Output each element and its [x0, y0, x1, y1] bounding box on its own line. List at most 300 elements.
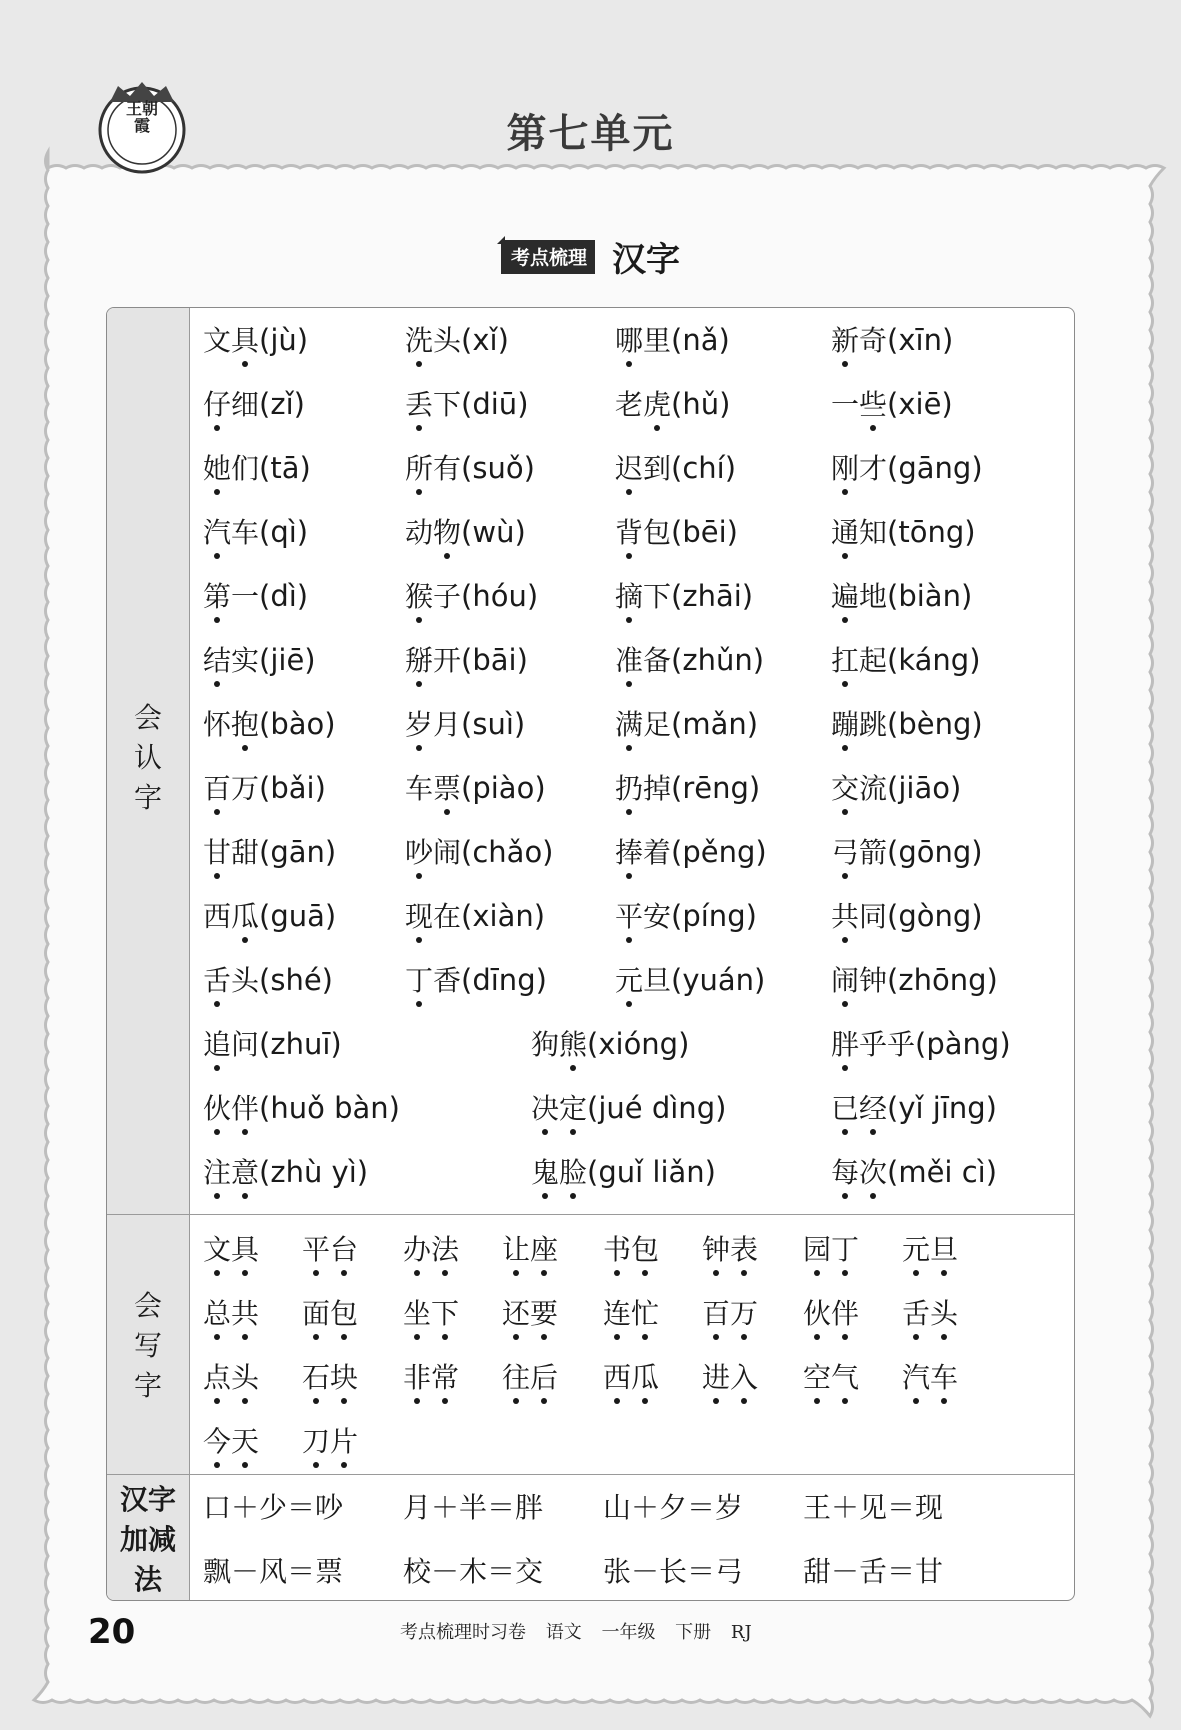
- write-word: [203, 1358, 259, 1398]
- word-char: 入: [730, 1358, 758, 1398]
- word-char: 香: [433, 964, 462, 997]
- word-char: 准: [615, 641, 643, 681]
- word-char: 跳: [859, 708, 888, 741]
- pinyin: (chí): [671, 451, 737, 485]
- word-char: 空: [803, 1358, 831, 1398]
- word-char: 追: [203, 1025, 231, 1065]
- word-char: 座: [530, 1230, 558, 1270]
- word-char: 共: [831, 897, 859, 937]
- word-char: 后: [530, 1358, 558, 1398]
- word-char: 问: [231, 1028, 260, 1061]
- word-char: 伴: [231, 1089, 259, 1129]
- write-word: [302, 1294, 358, 1334]
- pinyin: (suì): [461, 707, 526, 741]
- word-char: 文: [203, 324, 232, 357]
- word-char: 捧: [615, 833, 643, 873]
- word-char: 文: [203, 1230, 231, 1270]
- row-divider: [107, 1474, 1074, 1475]
- recognize-word: [405, 448, 535, 489]
- word-char: 总: [203, 1294, 231, 1334]
- recognize-word: [615, 576, 753, 617]
- word-char: 猴: [405, 577, 433, 617]
- unit-title: 第七单元: [506, 111, 675, 157]
- recognize-word: [615, 960, 765, 1001]
- add-sub-equation: 张－长＝弓: [603, 1555, 744, 1588]
- label-char: 认: [133, 741, 162, 774]
- recognize-word: [615, 640, 764, 681]
- word-char: 丁: [405, 961, 433, 1001]
- word-char: 背: [615, 513, 643, 553]
- label-char: 加减: [119, 1523, 176, 1556]
- add-sub-equation: 飘－风＝票: [203, 1555, 344, 1588]
- word-char: 瓜: [231, 897, 259, 937]
- pinyin: (guā): [259, 899, 337, 933]
- word-char: 万: [231, 772, 260, 805]
- pinyin: (měi cì): [887, 1155, 998, 1189]
- word-char: 定: [559, 1089, 587, 1129]
- pinyin: (xióng): [587, 1027, 690, 1061]
- word-char: 伙: [203, 1089, 231, 1129]
- word-char: 进: [702, 1358, 730, 1398]
- write-word: [803, 1230, 859, 1270]
- recognize-word: [405, 704, 525, 745]
- recognize-word: [831, 832, 983, 873]
- word-char: 石: [302, 1358, 330, 1398]
- word-char: 常: [431, 1358, 459, 1398]
- label-char: 字: [133, 1369, 162, 1402]
- word-char: 已: [831, 1089, 859, 1129]
- pinyin: (biàn): [887, 579, 973, 613]
- write-word: [302, 1422, 358, 1462]
- label-column: [107, 308, 190, 1600]
- pinyin: (pàng): [915, 1027, 1011, 1061]
- recognize-word: [831, 768, 961, 809]
- word-char: 们: [231, 452, 260, 485]
- add-sub-equation: 甜－舌＝甘: [803, 1555, 944, 1588]
- pinyin: (guǐ liǎn): [587, 1155, 716, 1189]
- word-char: 坐: [403, 1294, 431, 1334]
- word-char: 怀: [203, 708, 232, 741]
- word-char: 实: [231, 644, 260, 677]
- pinyin: (qì): [259, 515, 309, 549]
- label-char: 写: [133, 1329, 162, 1362]
- pinyin: (dì): [259, 579, 309, 613]
- pinyin: (zhuī): [259, 1027, 342, 1061]
- word-char: 奇: [859, 324, 888, 357]
- recognize-word: [203, 576, 308, 617]
- recognize-word: [615, 832, 767, 873]
- add-sub-equation: 校－木＝交: [403, 1555, 544, 1588]
- recognize-word: [615, 704, 758, 745]
- recognize-word: [531, 1152, 716, 1193]
- label-char: 字: [133, 781, 162, 814]
- word-char: 细: [231, 388, 260, 421]
- label-char: 会: [133, 701, 162, 734]
- word-char: 丁: [831, 1230, 859, 1270]
- page-number: 20: [88, 1612, 136, 1652]
- word-char: 下: [433, 388, 462, 421]
- write-word: [302, 1230, 358, 1270]
- word-char: 伴: [831, 1294, 859, 1334]
- write-word: [902, 1358, 958, 1398]
- word-char: 起: [859, 644, 888, 677]
- word-char: 面: [302, 1294, 330, 1334]
- word-char: 弓: [831, 833, 859, 873]
- recognize-word: [203, 768, 326, 809]
- word-char: 哪: [615, 321, 643, 361]
- pinyin: (bào): [259, 707, 336, 741]
- recognize-word: [203, 1024, 342, 1065]
- add-sub-equation: 山＋夕＝岁: [603, 1491, 744, 1524]
- word-char: 现: [405, 897, 433, 937]
- word-char: 闹: [831, 961, 859, 1001]
- word-char: 钟: [702, 1230, 730, 1270]
- word-char: 块: [330, 1358, 358, 1398]
- recognize-word: [405, 896, 545, 937]
- word-char: 万: [730, 1294, 758, 1334]
- word-char: 今: [203, 1422, 231, 1462]
- word-char: 丢: [405, 385, 433, 425]
- word-char: 甘: [203, 833, 231, 873]
- word-char: 包: [643, 516, 672, 549]
- pinyin: (bǎi): [259, 771, 326, 805]
- word-char: 注: [203, 1153, 231, 1193]
- write-word: [702, 1230, 758, 1270]
- pinyin: (tōng): [887, 515, 976, 549]
- write-word: [603, 1294, 659, 1334]
- recognize-word: [615, 512, 738, 553]
- recognize-word: [405, 512, 526, 553]
- word-char: 百: [203, 769, 231, 809]
- pinyin: (xiē): [887, 387, 953, 421]
- pinyin: (piào): [461, 771, 546, 805]
- word-char: 在: [433, 900, 462, 933]
- word-char: 结: [203, 641, 231, 681]
- word-char: 连: [603, 1294, 631, 1334]
- word-char: 一: [831, 388, 860, 421]
- footer-text: 考点梳理时习卷 语文 一年级 下册 RJ: [400, 1622, 752, 1643]
- word-char: 鬼: [531, 1153, 559, 1193]
- section-header: [0, 232, 1181, 278]
- pinyin: (káng): [887, 643, 981, 677]
- word-char: 往: [502, 1358, 530, 1398]
- word-char: 熊: [559, 1025, 587, 1065]
- word-char: 交: [831, 769, 859, 809]
- write-word: [403, 1358, 459, 1398]
- word-char: 所: [405, 449, 433, 489]
- recognize-word: [203, 704, 336, 745]
- word-char: 片: [330, 1422, 358, 1462]
- pinyin: (zǐ): [259, 387, 305, 421]
- write-word: [702, 1294, 758, 1334]
- pinyin: (nǎ): [671, 323, 730, 357]
- pinyin: (gōng): [887, 835, 983, 869]
- pinyin: (bèng): [887, 707, 983, 741]
- word-char: 旦: [643, 964, 672, 997]
- word-char: 西: [603, 1358, 631, 1398]
- pinyin: (xiàn): [461, 899, 546, 933]
- word-char: 车: [231, 516, 260, 549]
- pinyin: (hóu): [461, 579, 539, 613]
- add-sub-equation: 王＋见＝现: [803, 1491, 944, 1524]
- word-char: 甜: [231, 836, 260, 869]
- word-char: 元: [615, 961, 643, 1001]
- label-char: 会: [133, 1289, 162, 1322]
- word-char: 办: [403, 1230, 431, 1270]
- pinyin: (gòng): [887, 899, 983, 933]
- word-char: 蹦: [831, 705, 859, 745]
- word-char: 书: [603, 1230, 631, 1270]
- recognize-word: [615, 896, 757, 937]
- word-char: 汽: [203, 513, 231, 553]
- recognize-word: [831, 448, 983, 489]
- word-char: 头: [231, 964, 260, 997]
- word-char: 开: [433, 644, 462, 677]
- word-char: 仔: [203, 385, 231, 425]
- word-char: 园: [803, 1230, 831, 1270]
- word-char: 车: [405, 772, 434, 805]
- pinyin: (rēng): [671, 771, 761, 805]
- word-char: 旦: [930, 1230, 958, 1270]
- word-char: 扛: [831, 641, 859, 681]
- word-char: 子: [433, 580, 462, 613]
- word-char: 同: [859, 900, 888, 933]
- word-char: 扔: [615, 769, 643, 809]
- word-char: 安: [643, 900, 672, 933]
- label-char: 汉字: [119, 1483, 176, 1516]
- word-char: 掰: [405, 641, 433, 681]
- write-word: [203, 1422, 259, 1462]
- word-char: 闹: [433, 836, 462, 869]
- write-word: [403, 1294, 459, 1334]
- word-char: 洗: [405, 321, 433, 361]
- word-char: 第: [203, 577, 231, 617]
- pinyin: (zhōng): [887, 963, 998, 997]
- word-char: 平: [302, 1230, 330, 1270]
- pinyin: (suǒ): [461, 451, 535, 485]
- word-char: 头: [231, 1358, 259, 1398]
- word-char: 百: [702, 1294, 730, 1334]
- write-label: [107, 1286, 189, 1406]
- word-char: 包: [330, 1294, 358, 1334]
- pinyin: (hǔ): [671, 387, 731, 421]
- recognize-word: [405, 640, 528, 681]
- word-char: 狗: [531, 1028, 560, 1061]
- pinyin: (yuán): [671, 963, 766, 997]
- word-char: 气: [831, 1358, 859, 1398]
- word-char: 平: [615, 897, 643, 937]
- recognize-word: [831, 576, 972, 617]
- write-word: [803, 1294, 859, 1334]
- recognize-word: [831, 512, 976, 553]
- word-char: 每: [831, 1153, 859, 1193]
- word-char: 瓜: [631, 1358, 659, 1398]
- recognize-word: [831, 320, 953, 361]
- word-char: 地: [859, 580, 888, 613]
- word-char: 下: [643, 580, 672, 613]
- recognize-word: [831, 1152, 997, 1193]
- write-word: [902, 1230, 958, 1270]
- pinyin: (bāi): [461, 643, 528, 677]
- pinyin: (mǎn): [671, 707, 759, 741]
- word-char: 要: [530, 1294, 558, 1334]
- pinyin: (chǎo): [461, 835, 554, 869]
- recognize-word: [203, 320, 308, 361]
- word-char: 台: [330, 1230, 358, 1270]
- write-word: [603, 1230, 659, 1270]
- logo-text: 王朝霞: [125, 99, 158, 135]
- write-word: [502, 1294, 558, 1334]
- word-char: 天: [231, 1422, 259, 1462]
- word-char: 忙: [631, 1294, 659, 1334]
- word-char: 经: [859, 1089, 887, 1129]
- write-word: [203, 1230, 259, 1270]
- word-char: 新: [831, 321, 859, 361]
- pinyin: (tā): [259, 451, 311, 485]
- write-word: [502, 1358, 558, 1398]
- word-char: 足: [643, 708, 672, 741]
- word-char: 迟: [615, 449, 643, 489]
- word-char: 遍: [831, 577, 859, 617]
- label-char: 法: [133, 1563, 162, 1596]
- word-char: 具: [231, 1230, 259, 1270]
- recognize-word: [615, 320, 730, 361]
- pinyin: (shé): [259, 963, 333, 997]
- word-char: 次: [859, 1153, 887, 1193]
- pinyin: (zhǔn): [671, 643, 765, 677]
- word-char: 让: [502, 1230, 530, 1270]
- word-char: 伙: [803, 1294, 831, 1334]
- pinyin: (huǒ bàn): [259, 1091, 400, 1125]
- pinyin: (gān): [259, 835, 337, 869]
- word-char: 吵: [405, 833, 433, 873]
- recognize-word: [405, 384, 529, 425]
- add-sub-label: [107, 1480, 189, 1600]
- word-char: 包: [631, 1230, 659, 1270]
- section-title: 汉字: [612, 240, 681, 280]
- word-char: 一: [231, 580, 260, 613]
- recognize-word: [831, 1024, 1011, 1065]
- word-char: 知: [859, 516, 888, 549]
- word-char: 舌: [203, 961, 231, 1001]
- recognize-word: [831, 896, 983, 937]
- word-char: 车: [930, 1358, 958, 1398]
- word-char: 脸: [559, 1153, 587, 1193]
- write-word: [803, 1358, 859, 1398]
- word-char: 点: [203, 1358, 231, 1398]
- recognize-word: [203, 832, 336, 873]
- add-sub-equation: 月＋半＝胖: [403, 1491, 544, 1524]
- word-char: 里: [643, 324, 672, 357]
- pinyin: (zhù yì): [259, 1155, 369, 1189]
- pinyin: (diū): [461, 387, 529, 421]
- word-char: 头: [433, 324, 462, 357]
- recognize-word: [531, 1024, 689, 1065]
- pinyin: (xīn): [887, 323, 954, 357]
- word-char: 汽: [902, 1358, 930, 1398]
- add-sub-equation: 口＋少＝吵: [203, 1491, 344, 1524]
- recognize-word: [405, 768, 546, 809]
- recognize-word: [831, 640, 981, 681]
- recognize-word: [831, 1088, 997, 1129]
- word-char: 舌: [902, 1294, 930, 1334]
- recognize-word: [203, 448, 311, 489]
- recognize-word: [405, 320, 509, 361]
- word-char: 摘: [615, 577, 643, 617]
- write-word: [502, 1230, 558, 1270]
- recognize-word: [831, 960, 998, 1001]
- pinyin: (xǐ): [461, 323, 509, 357]
- word-char: 法: [431, 1230, 459, 1270]
- pinyin: (zhāi): [671, 579, 754, 613]
- write-word: [203, 1294, 259, 1334]
- word-char: 票: [433, 769, 461, 809]
- word-char: 刀: [302, 1422, 330, 1462]
- recognize-word: [615, 768, 760, 809]
- write-word: [403, 1230, 459, 1270]
- row-divider: [107, 1214, 1074, 1215]
- recognize-word: [615, 448, 736, 489]
- pinyin: (wù): [461, 515, 526, 549]
- vocabulary-table: [106, 307, 1075, 1601]
- word-char: 元: [902, 1230, 930, 1270]
- word-char: 决: [531, 1089, 559, 1129]
- word-char: 流: [859, 772, 888, 805]
- word-char: 备: [643, 644, 672, 677]
- recognize-word: [615, 384, 730, 425]
- word-char: 下: [431, 1294, 459, 1334]
- recognize-word: [203, 384, 305, 425]
- word-char: 虎: [643, 385, 671, 425]
- word-char: 箭: [859, 836, 888, 869]
- pinyin: (píng): [671, 899, 757, 933]
- word-char: 意: [231, 1153, 259, 1193]
- word-char: 具: [231, 321, 259, 361]
- word-char: 共: [231, 1294, 259, 1334]
- write-word: [702, 1358, 758, 1398]
- word-char: 些: [859, 385, 887, 425]
- word-char: 老: [615, 388, 644, 421]
- word-char: 还: [502, 1294, 530, 1334]
- section-badge: 考点梳理: [501, 240, 595, 274]
- word-char: 动: [405, 516, 434, 549]
- word-char: 物: [433, 513, 461, 553]
- write-word: [603, 1358, 659, 1398]
- recognize-word: [203, 960, 333, 1001]
- word-char: 才: [859, 452, 888, 485]
- word-char: 岁: [405, 705, 433, 745]
- recognize-word: [405, 960, 547, 1001]
- recognize-word: [203, 1088, 400, 1129]
- word-char: 乎乎: [859, 1028, 916, 1061]
- recognize-word: [531, 1088, 726, 1129]
- recognize-word: [831, 384, 953, 425]
- pinyin: (jiē): [259, 643, 316, 677]
- pinyin: (gāng): [887, 451, 983, 485]
- word-char: 有: [433, 452, 462, 485]
- pinyin: (jù): [259, 323, 309, 357]
- word-char: 钟: [859, 964, 888, 997]
- word-char: 非: [403, 1358, 431, 1398]
- recognize-word: [203, 1152, 368, 1193]
- recognize-word: [831, 704, 983, 745]
- word-char: 抱: [231, 705, 259, 745]
- pinyin: (bēi): [671, 515, 738, 549]
- recognize-label: [107, 698, 189, 818]
- recognize-word: [203, 896, 336, 937]
- pinyin: (jué dìng): [587, 1091, 727, 1125]
- word-char: 到: [643, 452, 672, 485]
